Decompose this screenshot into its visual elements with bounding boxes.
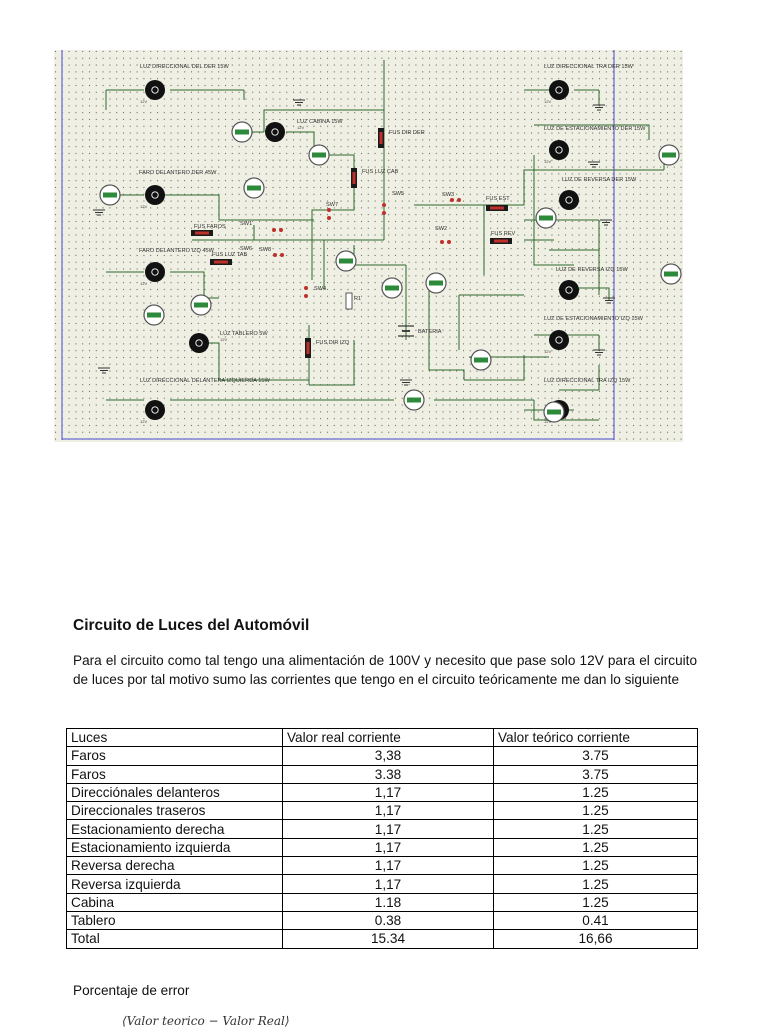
table-header: Valor teórico corriente [494, 729, 698, 747]
table-row [67, 911, 698, 929]
table-header: Luces [67, 729, 283, 747]
table-cell: Cabina [67, 893, 283, 911]
schematic-label: 12V [297, 125, 305, 130]
table-cell: 1.25 [494, 838, 698, 856]
table-row [67, 820, 698, 838]
table-cell: 16,66 [494, 930, 698, 948]
table-header-row [67, 729, 698, 747]
schematic-label: LUZ CABINA 15W [297, 119, 343, 125]
schematic-label: FUS DIR DER [389, 130, 425, 136]
schematic-label: LUZ DE ESTACIONAMIENTO DER 15W [544, 126, 646, 132]
schematic-label: FUS DIR IZQ [316, 340, 350, 346]
table-cell: 0.38 [283, 911, 494, 929]
schematic-label: FARO DELANTERO DER 45W [139, 170, 217, 176]
schematic-label: LUZ DIRECCIONAL DELANTERA IZQUIERDA 15W [140, 378, 270, 384]
error-formula: ⟨Valor teorico − Valor Real⟩ [122, 1014, 290, 1028]
schematic-label: LUZ DIRECCIONAL TRA IZQ 15W [544, 378, 631, 384]
table-cell: 3.75 [494, 747, 698, 765]
schematic-label: FUS LUZ CAB [362, 169, 399, 175]
table-total-row [67, 930, 698, 948]
table-cell: 1.25 [494, 857, 698, 875]
table-cell: Estacionamiento derecha [67, 820, 283, 838]
schematic-label: 12V [544, 419, 552, 424]
circuit-schematic [54, 50, 683, 442]
schematic-label: SW8 [259, 247, 272, 253]
schematic-label: LUZ TABLERO 5W [220, 331, 268, 337]
table-row [67, 875, 698, 893]
table-cell: 1,17 [283, 838, 494, 856]
table-cell: 3.75 [494, 765, 698, 783]
schematic-label: SW6 [240, 246, 253, 252]
table-cell: Total [67, 930, 283, 948]
schematic-label: 12V [140, 204, 148, 209]
table-cell: 1.25 [494, 802, 698, 820]
schematic-label: FARO DELANTERO IZQ 45W [139, 248, 214, 254]
schematic-label: 12V [140, 99, 148, 104]
table-cell: Reversa derecha [67, 857, 283, 875]
table-row [67, 747, 698, 765]
schematic-label: 12V [544, 99, 552, 104]
schematic-label: 12V [544, 349, 552, 354]
schematic-label: LUZ DIRECCIONAL DEL DER 15W [140, 64, 229, 70]
schematic-label: LUZ DE ESTACIONAMIENTO IZQ 15W [544, 316, 643, 322]
schematic-label: FUS REV [491, 231, 516, 237]
table-cell: 15.34 [283, 930, 494, 948]
schematic-label: 12V [140, 281, 148, 286]
schematic-label: LUZ DIRECCIONAL TRA DER 15W [544, 64, 633, 70]
table-cell: 1.25 [494, 893, 698, 911]
schematic-label: SW5 [392, 191, 405, 197]
table-cell: 1,17 [283, 857, 494, 875]
schematic-label: FUS FAROS [194, 224, 226, 230]
table-row [67, 857, 698, 875]
table-cell: 1.25 [494, 875, 698, 893]
schematic-label: 12V [140, 419, 148, 424]
table-row [67, 838, 698, 856]
schematic-label: SW1 [240, 221, 253, 227]
table-row [67, 765, 698, 783]
table-row [67, 802, 698, 820]
table-cell: Tablero [67, 911, 283, 929]
table-row [67, 893, 698, 911]
schematic-label: SW7 [326, 202, 339, 208]
schematic-label: 12V [220, 337, 228, 342]
table-cell: 3,38 [283, 747, 494, 765]
table-cell: 1,17 [283, 783, 494, 801]
current-table [66, 728, 698, 949]
document-title: Circuito de Luces del Automóvil [73, 617, 310, 634]
table-cell: 1.18 [283, 893, 494, 911]
table-row [67, 783, 698, 801]
table-cell: 1.25 [494, 783, 698, 801]
table-cell: 1.25 [494, 820, 698, 838]
schematic-label: SW4 [314, 286, 327, 292]
table-cell: 1,17 [283, 802, 494, 820]
schematic-label: SW2 [435, 226, 448, 232]
schematic-label: 12V [544, 159, 552, 164]
schematic-label: FUS EST [486, 196, 510, 202]
error-heading: Porcentaje de error [73, 983, 190, 998]
schematic-label: SW3 [442, 192, 455, 198]
table-cell: 1,17 [283, 875, 494, 893]
schematic-label: LUZ DE REVERSA IZQ 15W [556, 267, 628, 273]
table-cell: Faros [67, 747, 283, 765]
table-cell: 3.38 [283, 765, 494, 783]
table-cell: Reversa izquierda [67, 875, 283, 893]
document-paragraph: Para el circuito como tal tengo una alimentación de 100V y necesito que pase solo 12V para el circuito de luces por tal motivo sumo las corrientes que tengo en el circuito teóricamente me dan lo siguiente [73, 653, 697, 687]
table-cell: Estacionamiento izquierda [67, 838, 283, 856]
schematic-label: BATERIA [418, 329, 442, 335]
table-cell: 1,17 [283, 820, 494, 838]
table-header: Valor real corriente [283, 729, 494, 747]
table-cell: Direcciónales delanteros [67, 783, 283, 801]
table-cell: Direccionales traseros [67, 802, 283, 820]
schematic-label: R1 [354, 296, 362, 302]
schematic-label: FUS LUZ TAB [212, 252, 248, 258]
table-cell: 0.41 [494, 911, 698, 929]
schematic-label: LUZ DE REVERSA DER 15W [562, 177, 637, 183]
table-cell: Faros [67, 765, 283, 783]
